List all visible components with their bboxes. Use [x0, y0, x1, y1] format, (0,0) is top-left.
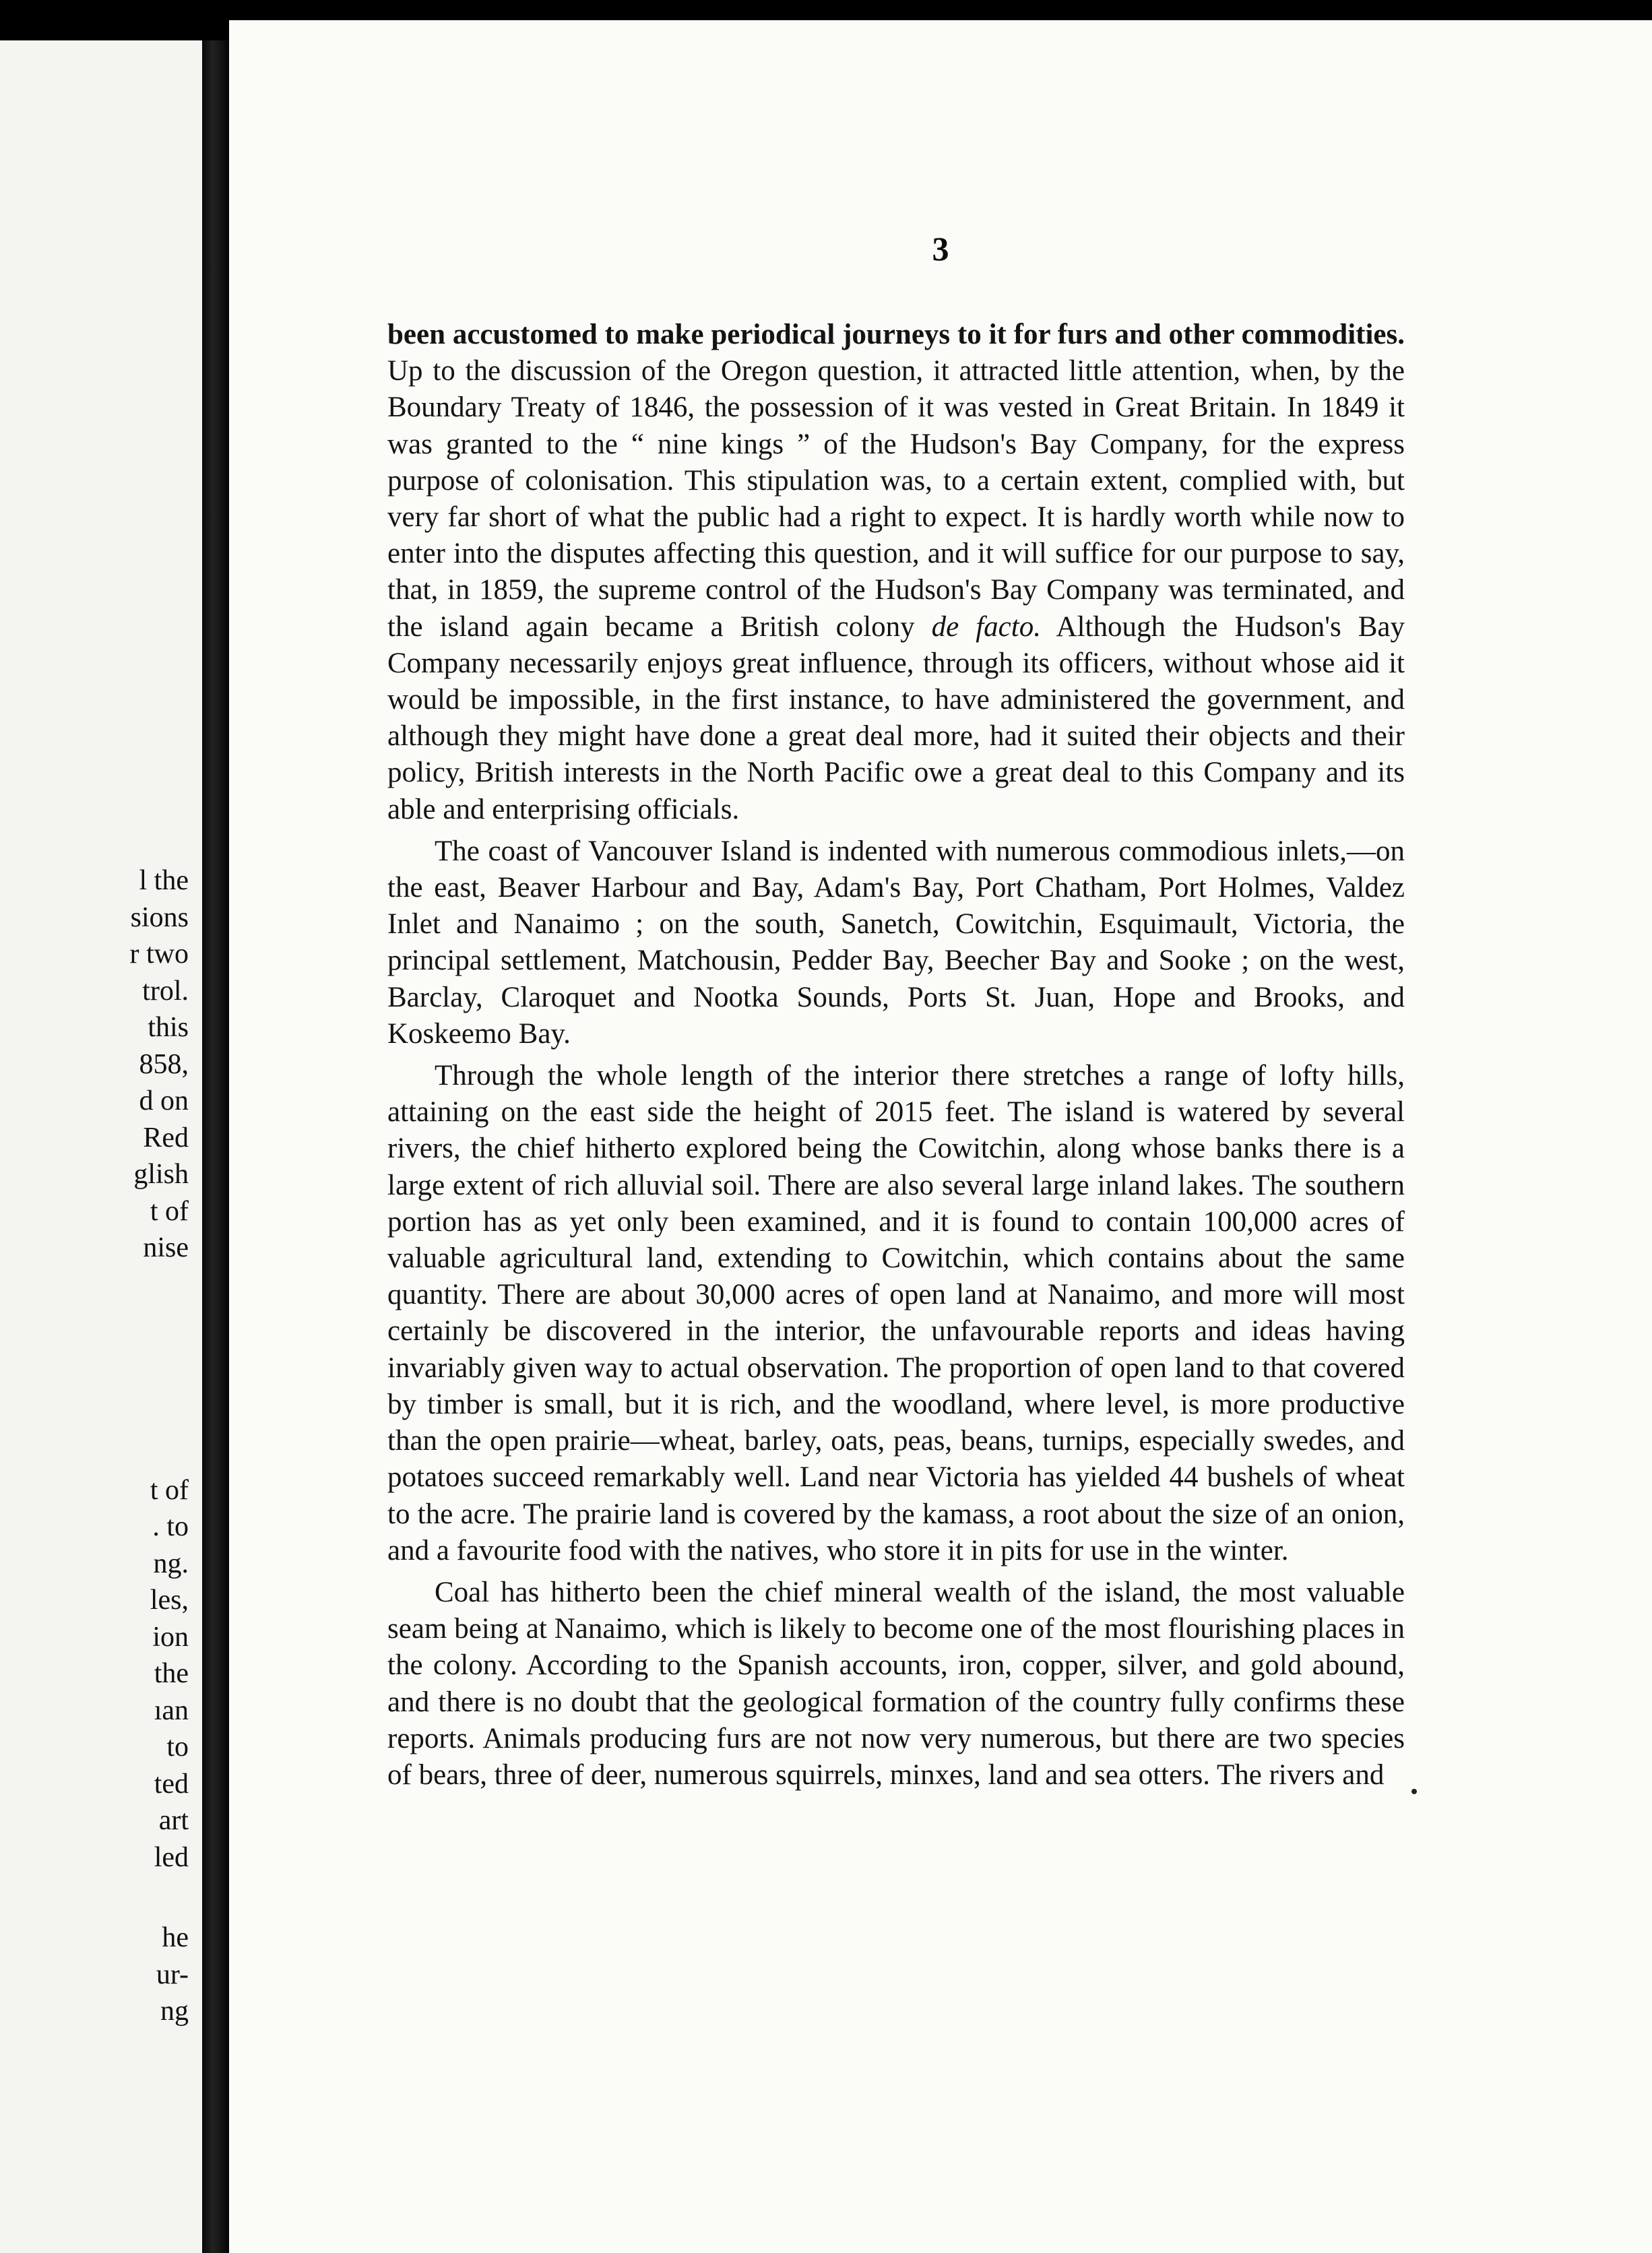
fragment-line: the — [154, 1658, 189, 1689]
left-page-edge — [0, 40, 202, 2253]
paragraph-3: Through the whole length of the interior there stretches a range of lofty hills, attaining on the east side the height of 2015 feet. The island is watered by several rivers, the chief hitherto explored being the Cowitchin, along whose banks there is a large extent of rich alluvial soil. There are also several large inland lakes. The southern portion has as yet only been examined, and it is found to contain 100,000 acres of valuable agricultural land, extending to Cowitchin, which contains about the same quantity. There are about 30,000 acres of open land at Nanaimo, and more will most certainly be discovered in the interior, the unfavourable reports and ideas having invariably given way to actual observation. The proportion of open land to that covered by timber is small, but it is rich, and the woodland, where level, is more productive than the open prairie—wheat, barley, oats, peas, beans, turnips, especially swedes, and potatoes succeed remarkably well. Land near Victoria has yielded 44 bushels of wheat to the acre. The prairie land is covered by the kamass, a root about the size of an onion, and a favourite food with the natives, who store it in pits for use in the winter. — [387, 1060, 1405, 1566]
fragment-line: led — [154, 1841, 189, 1873]
fragment-line: les, — [150, 1585, 189, 1616]
fragment-line: ted — [154, 1768, 189, 1800]
paragraph-1-text-a: Up to the discussion of the Oregon question, it attracted little attention, when, by the Boundary Treaty of 1846, the possession of it was vested in Great Britain. In 1849 it was granted to the “ nine kings ” of the Hudson's Bay Company, for the express purpose of colonisation. This stipulation was, to a certain extent, complied with, but very far short of what the public had a right to expect. It is hardly worth while now to enter into the disputes affecting this question, and it will suffice for our purpose to say, that, in 1859, the supreme control of the Hudson's Bay Company was terminated, and the island again became a British colony — [387, 355, 1405, 643]
fragment-line: 858, — [139, 1048, 189, 1080]
fragment-line: l the — [139, 865, 189, 896]
fragment-line: t of — [150, 1474, 189, 1506]
right-page — [229, 20, 1652, 2253]
fragment-line: ng. — [153, 1548, 189, 1579]
paragraph-1 — [387, 317, 1405, 828]
fragment-line: to — [166, 1732, 189, 1763]
fragment-line: t of — [150, 1195, 189, 1227]
paragraph-1-italic: de facto. — [931, 610, 1041, 643]
fragment-line: r two — [129, 939, 189, 970]
fragment-line: this — [148, 1012, 189, 1043]
fragment-line: he — [162, 1922, 189, 1953]
fragment-line: sions — [130, 901, 189, 933]
body-text — [387, 317, 1405, 1794]
fragment-line: glish — [133, 1159, 189, 1190]
paragraph-1-text-b: Although the Hudson's Bay Company necessarily enjoys great influence, through its officers, without whose aid it would be impossible, in the first instance, to have administered the government, and although they might have done a great deal more, had it suited their objects and their policy, British interests in the North Pacific owe a great deal to this Company and its able and enterprising officials. — [387, 610, 1405, 825]
book-spine — [202, 40, 229, 2253]
fragment-line: d on — [139, 1085, 189, 1116]
left-page-fragments — [0, 862, 189, 2030]
paragraph-4: Coal has hitherto been the chief mineral wealth of the island, the most valuable seam being at Nanaimo, which is likely to become one of the most flourishing places in the colony. According to the Spanish accounts, iron, copper, silver, and gold abound, and there is no doubt that the geological formation of the country fully confirms these reports. Animals producing furs are not now very numerous, but there are two species of bears, three of deer, numerous squirrels, minxes, land and sea otters. The rivers and — [387, 1576, 1405, 1791]
fragment-line: nise — [143, 1232, 189, 1263]
fragment-line: art — [158, 1805, 189, 1836]
fragment-line: ıan — [154, 1694, 189, 1726]
paragraph-1-opening: been accustomed to make periodical journeys to it for furs and other commodities. — [387, 319, 1405, 350]
page-number: 3 — [932, 230, 949, 267]
fragment-line: trol. — [142, 975, 189, 1007]
fragment-line: ng — [160, 1996, 189, 2027]
fragment-line: Red — [143, 1122, 189, 1153]
ink-dot — [1411, 1789, 1417, 1794]
fragment-line: ur- — [156, 1959, 189, 1990]
fragment-line: ion — [152, 1621, 189, 1653]
fragment-line: . to — [152, 1511, 189, 1542]
paragraph-2: The coast of Vancouver Island is indented with numerous commodious inlets,—on the east, Beaver Harbour and Bay, Adam's Bay, Port Chatham, Port Holmes, Valdez Inlet and Nanaimo ; on the south, Sanetch, Cowitchin, Esquimault, Victoria, the principal settlement, Matchousin, Pedder Bay, Beecher Bay and Sooke ; on the west, Barclay, Claroquet and Nootka Sounds, Ports St. Juan, Hope and Brooks, and Koskeemo Bay. — [387, 835, 1405, 1050]
